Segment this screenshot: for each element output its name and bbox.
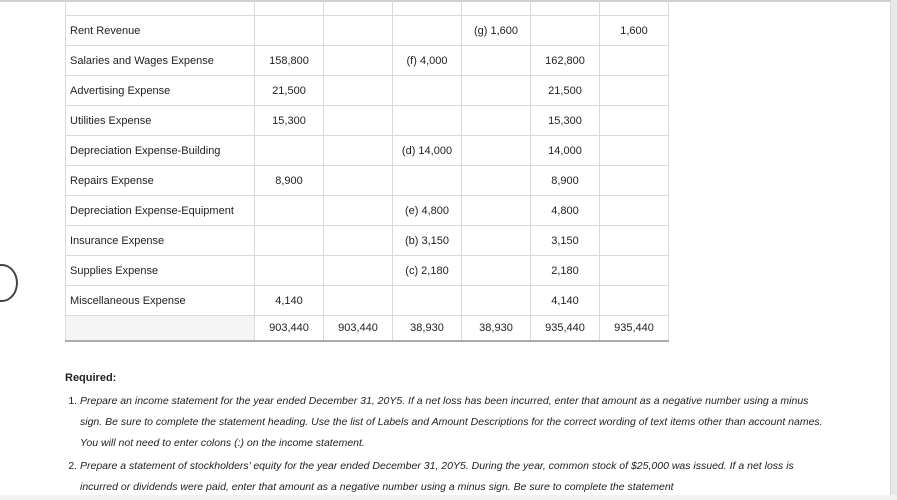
right-scroll-panel[interactable] [890, 0, 897, 495]
adj-debit-cell: (f) 4,000 [393, 46, 462, 76]
adj-credit-total: 38,930 [462, 316, 531, 342]
scroll-indicator-circle[interactable] [0, 264, 18, 302]
tb-credit-cell [324, 286, 393, 316]
tb-credit-cell [324, 226, 393, 256]
account-cell [66, 0, 255, 16]
adj-credit-cell [462, 196, 531, 226]
tb-credit-cell [324, 16, 393, 46]
table-row [66, 76, 669, 106]
tb-debit-cell [255, 0, 324, 16]
adj-credit-cell: (g) 1,600 [462, 16, 531, 46]
tb-debit-cell: 158,800 [255, 46, 324, 76]
required-section [65, 368, 825, 500]
adj-credit-cell [462, 226, 531, 256]
worksheet-table [65, 0, 669, 342]
required-list [65, 391, 825, 498]
adj-debit-cell: (d) 14,000 [393, 136, 462, 166]
adj-debit-cell [393, 16, 462, 46]
atb-debit-cell [531, 16, 600, 46]
atb-debit-cell: 3,150 [531, 226, 600, 256]
adj-debit-cell [393, 286, 462, 316]
tb-debit-total: 903,440 [255, 316, 324, 342]
adj-debit-cell: (b) 3,150 [393, 226, 462, 256]
atb-credit-cell [600, 226, 669, 256]
adj-debit-cell [393, 166, 462, 196]
atb-debit-cell: 15,300 [531, 106, 600, 136]
adj-debit-cell [393, 76, 462, 106]
atb-credit-cell [600, 106, 669, 136]
atb-credit-cell [600, 136, 669, 166]
atb-credit-cell [600, 166, 669, 196]
atb-credit-cell [600, 76, 669, 106]
adj-credit-cell [462, 256, 531, 286]
table-row [66, 46, 669, 76]
atb-debit-cell: 4,140 [531, 286, 600, 316]
table-row [66, 256, 669, 286]
atb-credit-cell: 1,600 [600, 16, 669, 46]
tb-debit-cell [255, 226, 324, 256]
tb-debit-cell: 15,300 [255, 106, 324, 136]
atb-debit-total: 935,440 [531, 316, 600, 342]
account-cell: Depreciation Expense-Building [66, 136, 255, 166]
atb-debit-cell: 162,800 [531, 46, 600, 76]
account-cell: Rent Revenue [66, 16, 255, 46]
table-row [66, 0, 669, 16]
adj-debit-cell: (e) 4,800 [393, 196, 462, 226]
table-row [66, 286, 669, 316]
adj-debit-cell: (c) 2,180 [393, 256, 462, 286]
adj-credit-cell [462, 166, 531, 196]
tb-debit-cell: 4,140 [255, 286, 324, 316]
atb-credit-cell [600, 46, 669, 76]
list-item: 2. Prepare a statement of stockholders’ equity for the year ended December 31, 20Y5. During the year, common stock of $25,000 was issued. If a net loss is incurred or dividends were paid, enter that amount as a negative number using a minus sign. Be sure to complete the statement [80, 456, 825, 498]
atb-debit-cell: 4,800 [531, 196, 600, 226]
tb-credit-cell [324, 0, 393, 16]
adj-credit-cell [462, 286, 531, 316]
tb-debit-cell: 8,900 [255, 166, 324, 196]
table-row [66, 166, 669, 196]
list-item: 1. Prepare an income statement for the year ended December 31, 20Y5. If a net loss has been incurred, enter that amount as a negative number using a minus sign. Be sure to complete the statement heading. Use the list of Labels and Amount Descriptions for the correct wording of text items other than account names. You will not need to enter colons (:) on the income statement. [80, 391, 825, 454]
atb-credit-cell [600, 256, 669, 286]
tb-credit-total: 903,440 [324, 316, 393, 342]
account-cell: Insurance Expense [66, 226, 255, 256]
adj-credit-cell [462, 0, 531, 16]
table-row [66, 196, 669, 226]
adj-credit-cell [462, 136, 531, 166]
atb-credit-total: 935,440 [600, 316, 669, 342]
required-heading: Required: [65, 372, 117, 384]
atb-credit-cell [600, 0, 669, 16]
tb-credit-cell [324, 46, 393, 76]
atb-credit-cell [600, 196, 669, 226]
adj-credit-cell [462, 106, 531, 136]
totals-label-cell [66, 316, 255, 342]
tb-debit-cell [255, 196, 324, 226]
account-cell: Advertising Expense [66, 76, 255, 106]
tb-credit-cell [324, 106, 393, 136]
tb-debit-cell [255, 136, 324, 166]
atb-debit-cell: 21,500 [531, 76, 600, 106]
table-row [66, 106, 669, 136]
account-cell: Salaries and Wages Expense [66, 46, 255, 76]
tb-credit-cell [324, 196, 393, 226]
account-cell: Depreciation Expense-Equipment [66, 196, 255, 226]
atb-debit-cell: 8,900 [531, 166, 600, 196]
adj-debit-cell [393, 0, 462, 16]
table-row [66, 16, 669, 46]
totals-row [66, 316, 669, 342]
tb-credit-cell [324, 256, 393, 286]
tb-credit-cell [324, 136, 393, 166]
table-row [66, 136, 669, 166]
tb-credit-cell [324, 76, 393, 106]
adj-debit-cell [393, 106, 462, 136]
adj-credit-cell [462, 46, 531, 76]
tb-debit-cell [255, 16, 324, 46]
atb-debit-cell [531, 0, 600, 16]
tb-credit-cell [324, 166, 393, 196]
account-cell: Miscellaneous Expense [66, 286, 255, 316]
tb-debit-cell: 21,500 [255, 76, 324, 106]
atb-debit-cell: 2,180 [531, 256, 600, 286]
atb-credit-cell [600, 286, 669, 316]
tb-debit-cell [255, 256, 324, 286]
account-cell: Repairs Expense [66, 166, 255, 196]
adj-debit-total: 38,930 [393, 316, 462, 342]
account-cell: Supplies Expense [66, 256, 255, 286]
account-cell: Utilities Expense [66, 106, 255, 136]
table-row [66, 226, 669, 256]
adj-credit-cell [462, 76, 531, 106]
atb-debit-cell: 14,000 [531, 136, 600, 166]
